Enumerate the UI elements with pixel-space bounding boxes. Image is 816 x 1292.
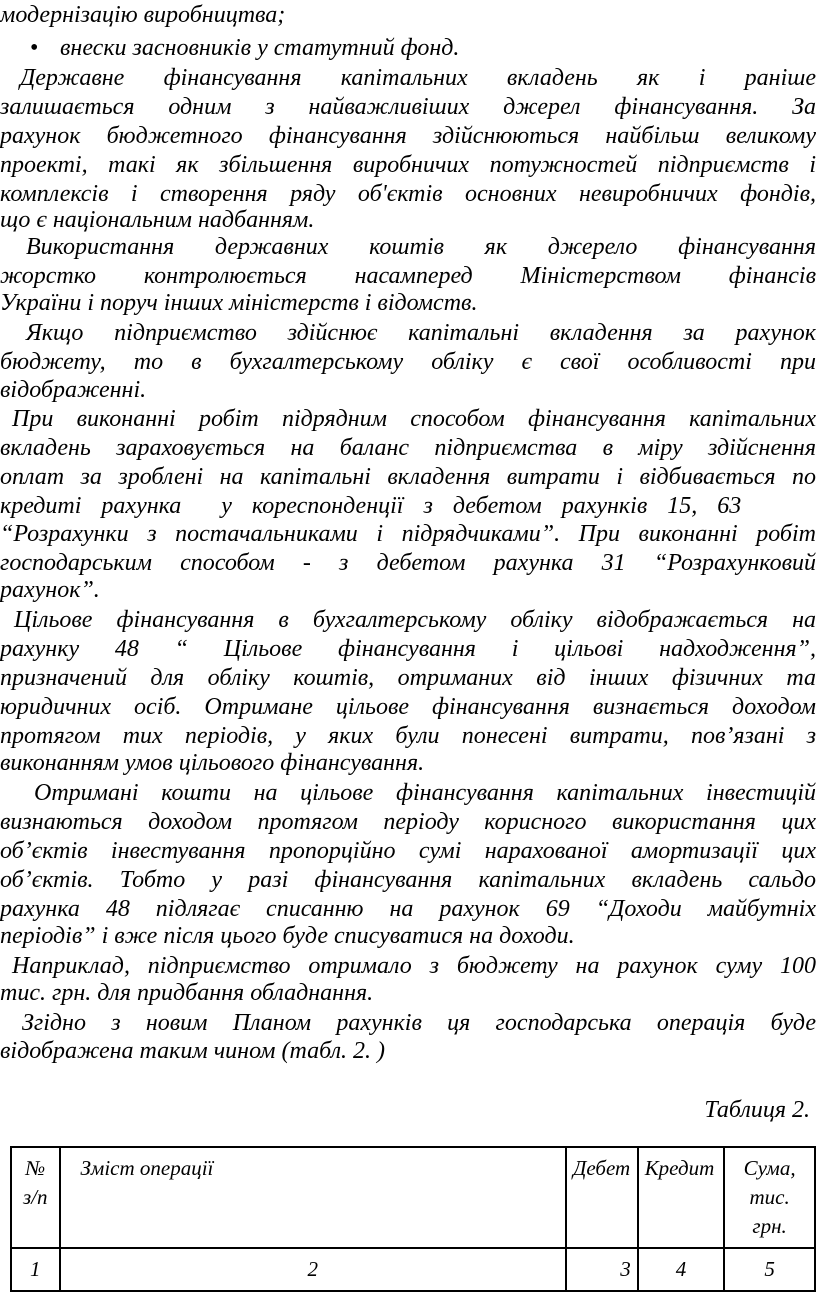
bullet-item [30,33,816,63]
header-cell-debit: Дебет [566,1147,638,1248]
paragraph-line: Використання державних коштів як джерело фінансування [26,234,816,260]
paragraph-line: Отримані кошти на цільове фінансування капітальних інвестицій [34,780,816,806]
paragraph-line: відображенні. [0,377,147,403]
table-caption: Таблиця 2. [704,1097,810,1123]
table-row [11,1248,815,1291]
header-cell-credit: Кредит [638,1147,725,1248]
paragraph-line: об’єктів інвестування пропорційно сумі нарахованої амортизації цих [0,838,816,864]
paragraph-line: Згідно з новим Планом рахунків ця господарська операція буде [22,1010,816,1036]
paragraph-line: рахунка 48 підлягає списанню на рахунок 69 “Доходи майбутніх [0,896,816,922]
table-cell: 3 [566,1248,638,1291]
operations-table [10,1146,816,1292]
paragraph-line: рахунку 48 “ Цільове фінансування і цільові надходження”, [0,636,816,662]
paragraph-line: рахунок бюджетного фінансування здійснюються найбільш великому [0,123,816,149]
paragraph-line: господарським способом - з дебетом рахунка 31 “Розрахунковий [0,550,816,576]
paragraph-line: що є національним надбанням. [0,207,315,233]
paragraph-line: юридичних осіб. Отримане цільове фінансування визнається доходом [0,694,816,720]
paragraph-line: комплексів і створення ряду об'єктів основних невиробничих фондів, [0,181,816,207]
paragraph-line: відображена таким чином (табл. 2. ) [0,1038,386,1064]
bullet-icon: • [30,35,39,61]
paragraph-line: виконанням умов цільового фінансування. [0,750,425,776]
paragraph-line: тис. грн. для придбання обладнання. [0,980,374,1006]
table-cell: 4 [638,1248,725,1291]
paragraph-line: кредиті рахунка у кореспонденції з дебетом рахунків 15, 63 [0,493,742,519]
header-cell-content: Зміст операції [60,1147,566,1248]
paragraph-line: вкладень зараховується на баланс підприємства в міру здійснення [0,435,816,461]
paragraph-line: протягом тих періодів, у яких були понесені витрати, пов’язані з [0,723,816,749]
paragraph-line: бюджету, то в бухгалтерському обліку є свої особливості при [0,349,816,375]
paragraph-line: визнаються доходом протягом періоду корисного використання цих [0,809,816,835]
paragraph-line: призначений для обліку коштів, отриманих від інших фізичних та [0,665,816,691]
paragraph-line: проекті, такі як збільшення виробничих потужностей підприємств і [0,152,816,178]
table-cell: 5 [724,1248,815,1291]
paragraph-line: Якщо підприємство здійснює капітальні вкладення за рахунок [26,320,816,346]
paragraph-line: Наприклад, підприємство отримало з бюджету на рахунок суму 100 [12,953,816,979]
paragraph-line: залишається одним з найважливіших джерел фінансування. За [0,94,816,120]
header-cell-sum: Сума, тис. грн. [724,1147,815,1248]
text-line: модернізацію виробництва; [0,2,286,28]
paragraph-line: рахунок”. [0,577,100,603]
paragraph-line: жорстко контролюється насамперед Міністерством фінансів [0,263,816,289]
paragraph-line: Цільове фінансування в бухгалтерському обліку відображається на [14,607,816,633]
paragraph-line: оплат за зроблені на капітальні вкладення витрати і відбивається по [0,464,816,490]
table-header-row [11,1147,815,1248]
paragraph-line: Державне фінансування капітальних вкладень як і раніше [20,65,816,91]
paragraph-line: При виконанні робіт підрядним способом фінансування капітальних [12,406,816,432]
paragraph-line: періодів” і вже після цього буде списуватися на доходи. [0,923,575,949]
paragraph-line: об’єктів. Тобто у разі фінансування капітальних вкладень сальдо [0,867,816,893]
paragraph-line: “Розрахунки з постачальниками і підрядчиками”. При виконанні робіт [0,521,816,547]
table-cell: 1 [11,1248,60,1291]
paragraph-line: України і поруч інших міністерств і відомств. [0,290,478,316]
bullet-text: внески засновників у статутний фонд. [60,35,460,61]
table-cell: 2 [60,1248,566,1291]
header-cell-number: № з/п [11,1147,60,1248]
